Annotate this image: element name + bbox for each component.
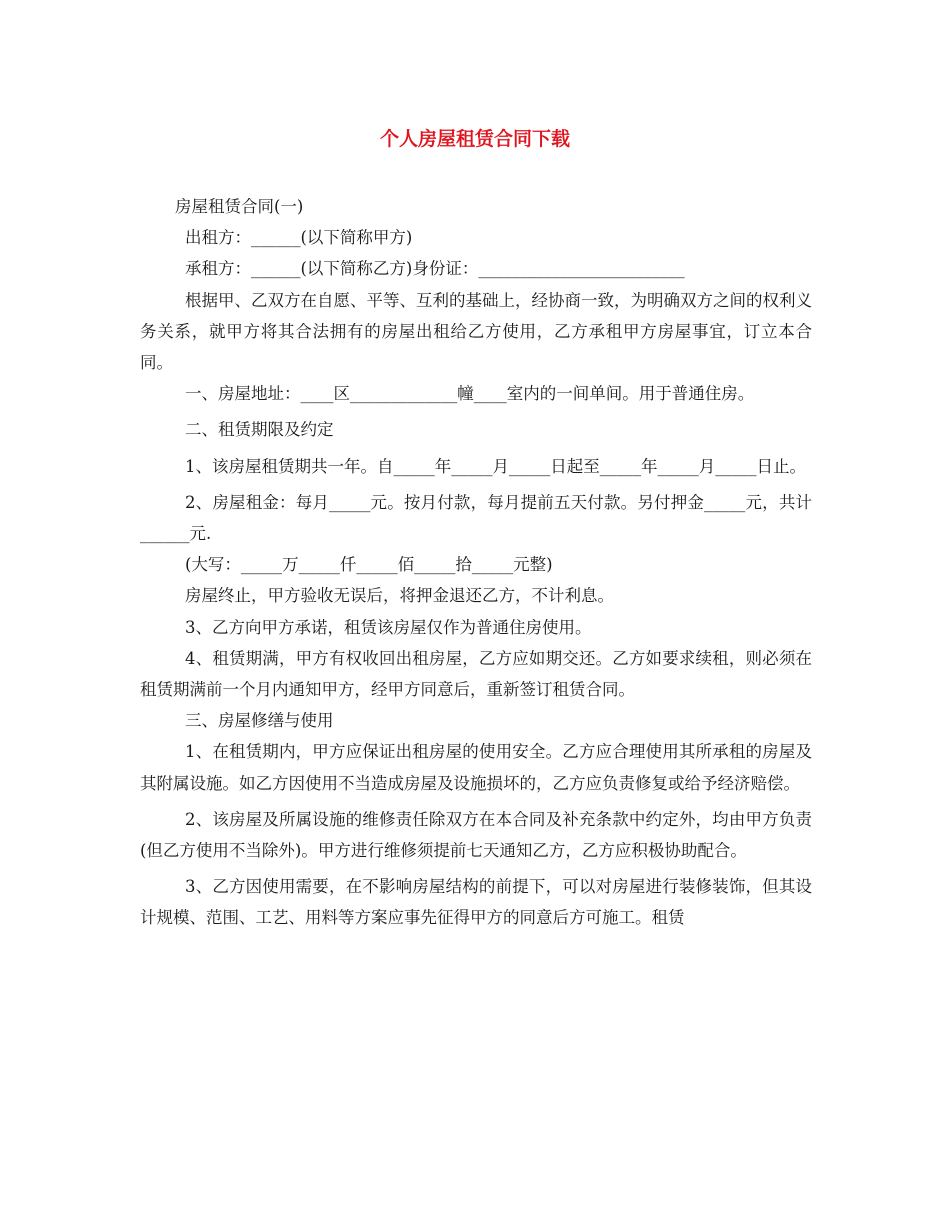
document-title: 个人房屋租赁合同下载 [379,128,570,150]
paragraph-section-2: 二、租赁期限及约定 [185,420,334,440]
paragraph-heading: 房屋租赁合同(一) [175,197,304,216]
paragraph-address: 一、房屋地址：____区_____________幢____室内的一间单间。用于普通住房。 [185,384,755,404]
paragraph-safety: 1、在租赁期内，甲方应保证出租房屋的使用安全。乙方应合理使用其所承租的房屋及其附属设施。如乙方因使用不当造成房屋及设施损坏的，乙方应负责修复或给予经济赔偿。 [140,742,812,793]
paragraph-preamble: 根据甲、乙双方在自愿、平等、互利的基础上，经协商一致，为明确双方之间的权利义务关系，就甲方将其合法拥有的房屋出租给乙方使用，乙方承租甲方房屋事宜，订立本合同。 [140,290,812,373]
paragraph-deposit-return: 房屋终止，甲方验收无误后，将押金退还乙方，不计利息。 [185,586,614,606]
paragraph-amount-words: (大写：_____万_____仟_____佰_____拾_____元整) [185,555,553,575]
paragraph-rent: 2、房屋租金：每月_____元。按月付款，每月提前五天付款。另付押金_____元，共计______元. [140,492,812,544]
paragraph-lessor: 出租方：______(以下简称甲方) [185,228,413,248]
paragraph-maintenance: 2、该房屋及所属设施的维修责任除双方在本合同及补充条款中约定外，均由甲方负责(但乙方使用不当除外)。甲方进行维修须提前七天通知乙方，乙方应积极协助配合。 [140,809,812,861]
paragraph-section-3: 三、房屋修缮与使用 [185,711,334,731]
paragraph-renewal: 4、租赁期满，甲方有权收回出租房屋，乙方应如期交还。乙方如要求续租，则必须在租赁期满前一个月内通知甲方，经甲方同意后，重新签订租赁合同。 [140,648,812,700]
paragraph-term: 1、该房屋租赁期共一年。自_____年_____月_____日起至_____年_____月_____日止。 [185,456,806,476]
paragraph-usage-promise: 3、乙方向甲方承诺，租赁该房屋仅作为普通住房使用。 [185,617,592,637]
paragraph-lessee: 承租方：______(以下简称乙方)身份证：_________________________ [185,259,685,279]
contract-body [140,191,812,934]
paragraph-decoration: 3、乙方因使用需要，在不影响房屋结构的前提下，可以对房屋进行装修装饰，但其设计规模、范围、工艺、用料等方案应事先征得甲方的同意后方可施工。租赁 [140,877,812,928]
